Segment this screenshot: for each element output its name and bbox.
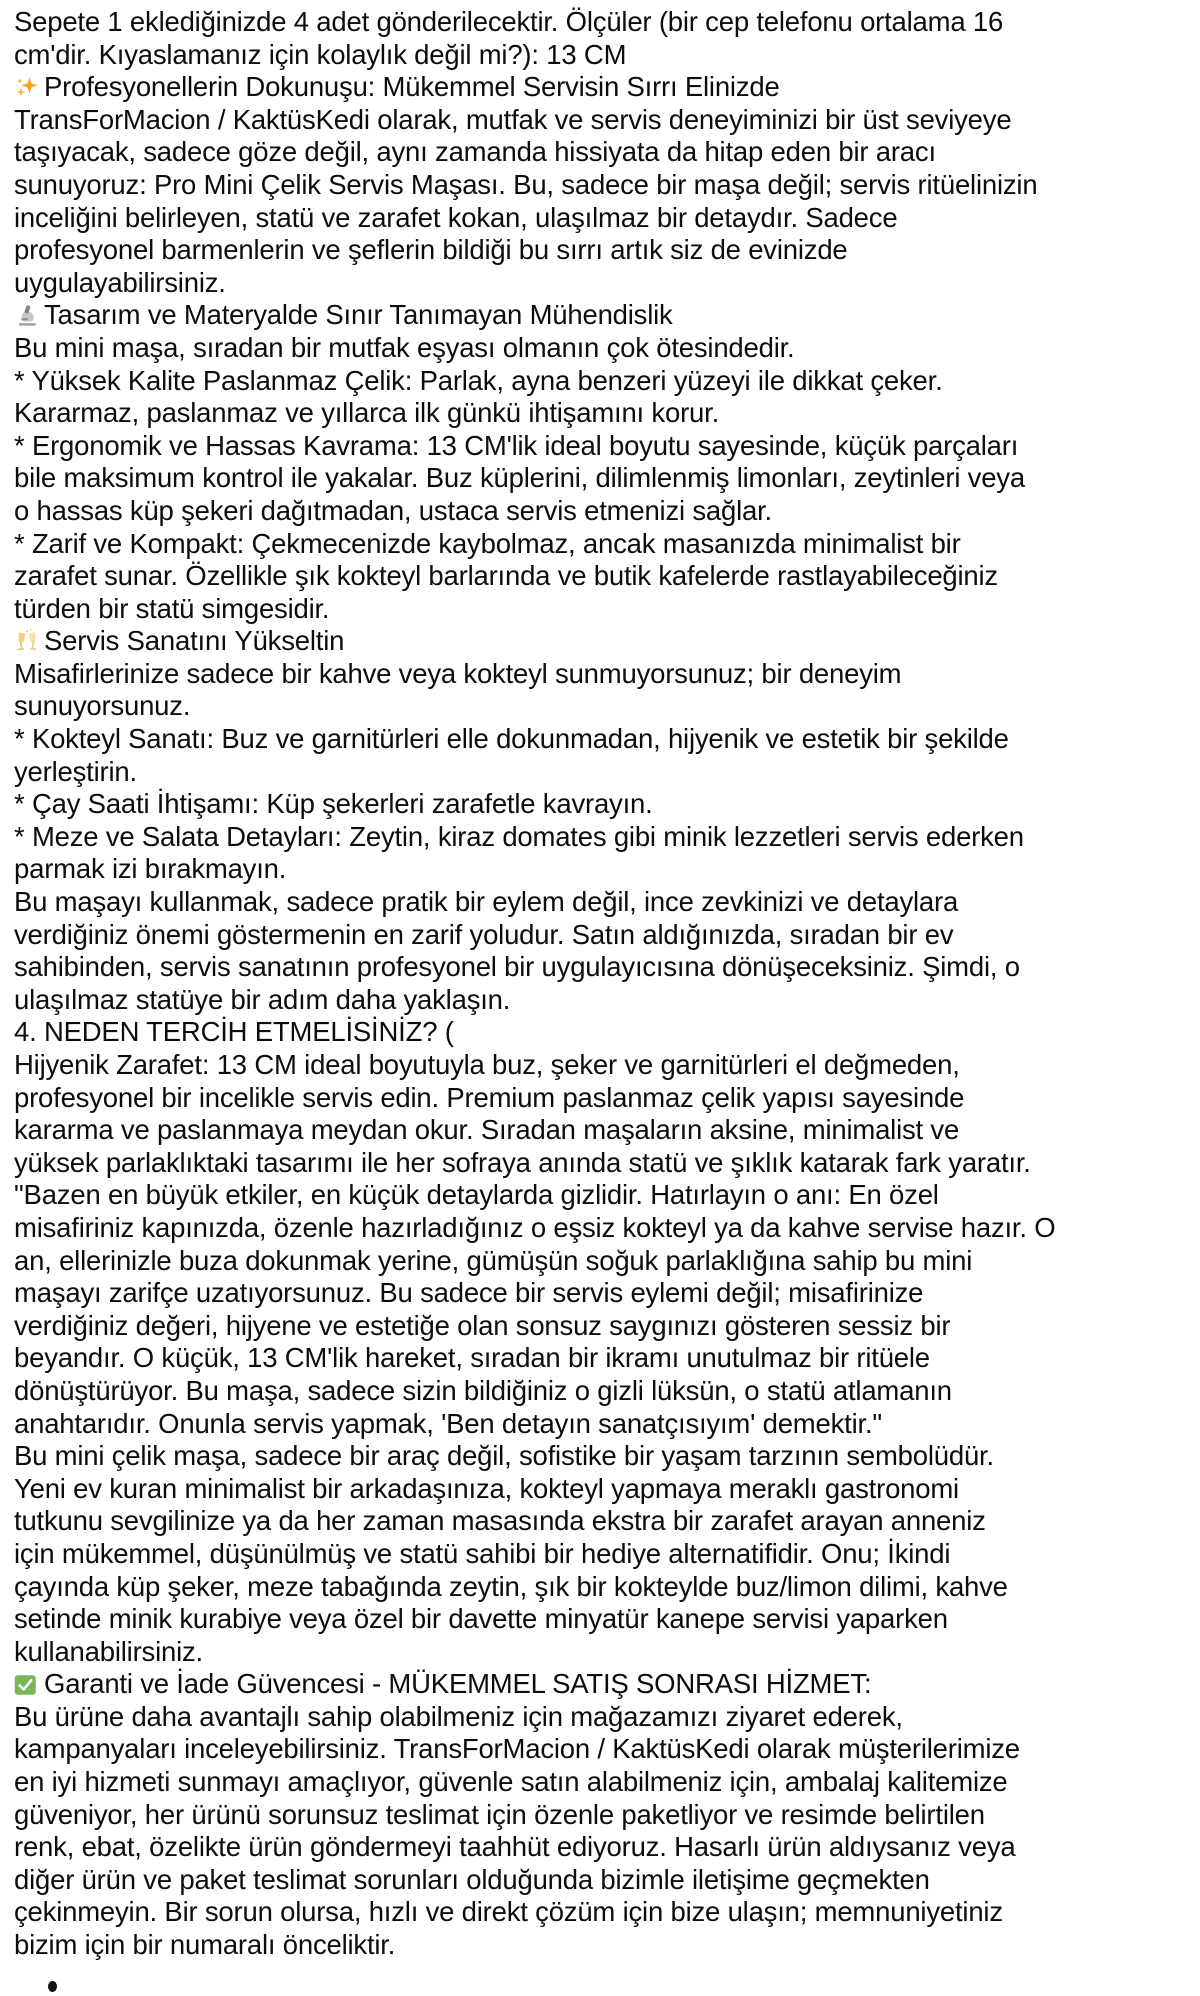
description-line-text: "Bazen en büyük etkiler, en küçük detaylarda gizlidir. Hatırlayın o anı: En özel — [14, 1179, 939, 1211]
description-line — [14, 723, 1200, 756]
description-line — [14, 919, 1200, 952]
description-line-text: renk, ebat, özelikte ürün göndermeyi taahhüt ediyoruz. Hasarlı ürün aldıysanız veya — [14, 1831, 1016, 1863]
description-line — [14, 690, 1200, 723]
description-line — [14, 1668, 1200, 1701]
description-line-text: kampanyaları inceleyebilirsiniz. TransForMacion / KaktüsKedi olarak müşterilerimize — [14, 1733, 1020, 1765]
microscope-icon — [14, 302, 40, 328]
description-line-text: Yeni ev kuran minimalist bir arkadaşınıza, kokteyl yapmaya meraklı gastronomi — [14, 1472, 959, 1504]
description-line — [14, 1603, 1200, 1636]
description-line — [14, 495, 1200, 528]
description-line — [14, 234, 1200, 267]
description-line — [14, 1636, 1200, 1669]
description-line — [14, 1831, 1200, 1864]
description-line-text: dönüştürüyor. Bu maşa, sadece sizin bildiğiniz o gizli lüksün, o statü atlamanın — [14, 1374, 952, 1406]
description-line-text: Sepete 1 eklediğinizde 4 adet gönderilecektir. Ölçüler (bir cep telefonu ortalama 16 — [14, 6, 1004, 37]
description-line — [14, 821, 1200, 854]
description-line — [14, 104, 1200, 137]
description-line-text: * Meze ve Salata Detayları: Zeytin, kiraz domates gibi minik lezzetleri servis ederken — [14, 820, 1024, 852]
description-line — [14, 984, 1200, 1017]
description-line — [14, 593, 1200, 626]
description-line-text: çayında küp şeker, meze tabağında zeytin, şık bir kokteylde buz/limon dilimi, kahve — [14, 1570, 1008, 1602]
description-line-text: * Yüksek Kalite Paslanmaz Çelik: Parlak, ayna benzeri yüzeyi ile dikkat çeker. — [14, 364, 943, 396]
description-line — [14, 1147, 1200, 1180]
description-line — [14, 1342, 1200, 1375]
description-line — [14, 332, 1200, 365]
description-line — [14, 1571, 1200, 1604]
description-line-text: yerleştirin. — [14, 755, 137, 787]
description-line-text: o hassas küp şekeri dağıtmadan, ustaca servis etmenizi sağlar. — [14, 494, 772, 526]
description-line-text: sunuyoruz: Pro Mini Çelik Servis Maşası. Bu, sadece bir maşa değil; servis ritüelinizin — [14, 168, 1038, 200]
description-line — [14, 528, 1200, 561]
description-line-text: an, ellerinizle buza dokunmak yerine, gümüşün soğuk parlaklığına sahip bu mini — [14, 1244, 973, 1276]
description-line — [14, 1408, 1200, 1441]
description-line — [14, 1277, 1200, 1310]
description-line-text: 4. NEDEN TERCİH ETMELİSİNİZ? ( — [14, 1016, 454, 1048]
description-line — [14, 299, 1200, 332]
description-line — [14, 951, 1200, 984]
description-line — [14, 658, 1200, 691]
description-line — [14, 1766, 1200, 1799]
description-line — [14, 1701, 1200, 1734]
description-lines — [14, 6, 1200, 1962]
description-line-text: Servis Sanatını Yükseltin — [44, 625, 345, 657]
description-line-text: Tasarım ve Materyalde Sınır Tanımayan Mühendislik — [44, 299, 673, 331]
description-line-text: türden bir statü simgesidir. — [14, 592, 330, 624]
description-line — [14, 853, 1200, 886]
description-line-text: Misafirlerinize sadece bir kahve veya kokteyl sunmuyorsunuz; bir deneyim — [14, 657, 902, 689]
description-line-text: misafiriniz kapınızda, özenle hazırladığınız o eşsiz kokteyl ya da kahve servise hazır. O — [14, 1211, 1056, 1243]
description-line-text: yüksek parlaklıktaki tasarımı ile her sofraya anında statü ve şıklık katarak fark yaratır. — [14, 1146, 1031, 1178]
description-line — [14, 365, 1200, 398]
description-line — [14, 1929, 1200, 1962]
description-line-text: Kararmaz, paslanmaz ve yıllarca ilk günkü ihtişamını korur. — [14, 397, 720, 429]
description-line-text: Garanti ve İade Güvencesi - MÜKEMMEL SATIŞ SONRASI HİZMET: — [44, 1668, 872, 1700]
description-line — [14, 6, 1200, 39]
description-line — [14, 1049, 1200, 1082]
description-line-text: sahibinden, servis sanatının profesyonel bir uygulayıcısına dönüşeceksiniz. Şimdi, o — [14, 951, 1020, 983]
description-line-text: beyandır. O küçük, 13 CM'lik hareket, sıradan bir ikramı unutulmaz bir ritüele — [14, 1342, 930, 1374]
description-line — [14, 788, 1200, 821]
description-line — [14, 462, 1200, 495]
description-line — [14, 1799, 1200, 1832]
description-line-text: zarafet sunar. Özellikle şık kokteyl barlarında ve butik kafelerde rastlayabileceğiniz — [14, 560, 998, 592]
description-line-text: profesyonel bir incelikle servis edin. Premium paslanmaz çelik yapısı sayesinde — [14, 1081, 965, 1113]
description-line-text: en iyi hizmeti sunmayı amaçlıyor, güvenle satın alabilmeniz için, ambalaj kalitemize — [14, 1766, 1008, 1798]
description-line-text: * Çay Saati İhtişamı: Küp şekerleri zarafetle kavrayın. — [14, 788, 653, 820]
description-line-text: kullanabilirsiniz. — [14, 1635, 203, 1667]
description-line-text: bile maksimum kontrol ile yakalar. Buz küplerini, dilimlenmiş limonları, zeytinleri veya — [14, 462, 1025, 494]
description-line — [14, 1473, 1200, 1506]
description-line-text: sunuyorsunuz. — [14, 690, 191, 722]
description-line — [14, 1114, 1200, 1147]
description-line-text: Profesyonellerin Dokunuşu: Mükemmel Servisin Sırrı Elinizde — [44, 71, 780, 103]
description-line — [14, 71, 1200, 104]
description-line-text: tutkunu sevgilinize ya da her zaman masasında ekstra bir zarafet arayan anneniz — [14, 1505, 986, 1537]
description-line — [14, 1179, 1200, 1212]
description-line — [14, 886, 1200, 919]
description-line-text: inceliğini belirleyen, statü ve zarafet kokan, ulaşılmaz bir detaydır. Sadece — [14, 201, 898, 233]
description-line — [14, 267, 1200, 300]
description-line — [14, 1505, 1200, 1538]
sparkles-icon — [14, 74, 40, 100]
description-line — [14, 136, 1200, 169]
description-line-text: * Kokteyl Sanatı: Buz ve garnitürleri elle dokunmadan, hijyenik ve estetik bir şekilde — [14, 723, 1009, 755]
description-line-text: Bu mini çelik maşa, sadece bir araç değil, sofistike bir yaşam tarzının sembolüdür. — [14, 1440, 994, 1472]
description-line — [14, 169, 1200, 202]
description-line-text: Bu ürüne daha avantajlı sahip olabilmeniz için mağazamızı ziyaret ederek, — [14, 1700, 903, 1732]
description-line-text: Bu maşayı kullanmak, sadece pratik bir eylem değil, ince zevkinizi ve detaylara — [14, 886, 959, 918]
description-line-text: verdiğiniz değeri, hijyene ve estetiğe olan sonsuz saygınızı gösteren sessiz bir — [14, 1309, 951, 1341]
description-line-text: Bu mini maşa, sıradan bir mutfak eşyası olmanın çok ötesindedir. — [14, 331, 795, 363]
description-line-text: TransForMacion / KaktüsKedi olarak, mutfak ve servis deneyiminizi bir üst seviyeye — [14, 103, 1012, 135]
bullet-dot-icon — [48, 1981, 57, 1992]
description-line — [14, 625, 1200, 658]
description-line-text: verdiğiniz önemi göstermenin en zarif yoludur. Satın aldığınızda, sıradan bir ev — [14, 918, 954, 950]
clinking-glasses-icon — [14, 628, 40, 654]
description-line-text: anahtarıdır. Onunla servis yapmak, 'Ben detayın sanatçısıyım' demektir." — [14, 1407, 882, 1439]
description-line-text: * Ergonomik ve Hassas Kavrama: 13 CM'lik ideal boyutu sayesinde, küçük parçaları — [14, 429, 1019, 461]
description-line — [14, 202, 1200, 235]
description-line — [14, 756, 1200, 789]
description-line-text: setinde minik kurabiye veya özel bir davette minyatür kanepe servisi yaparken — [14, 1603, 948, 1635]
description-line — [14, 397, 1200, 430]
description-line — [14, 1082, 1200, 1115]
description-line-text: * Zarif ve Kompakt: Çekmecenizde kaybolmaz, ancak masanızda minimalist bir — [14, 527, 961, 559]
description-line — [14, 1212, 1200, 1245]
description-line-text: cm'dir. Kıyaslamanız için kolaylık değil mi?): 13 CM — [14, 38, 627, 70]
description-line — [14, 1016, 1200, 1049]
description-line-text: çekinmeyin. Bir sorun olursa, hızlı ve direkt çözüm için bize ulaşın; memnuniyetiniz — [14, 1896, 1003, 1928]
description-line — [14, 560, 1200, 593]
description-line — [14, 1864, 1200, 1897]
description-line-text: bizim için bir numaralı önceliktir. — [14, 1929, 396, 1961]
description-line-text: Hijyenik Zarafet: 13 CM ideal boyutuyla buz, şeker ve garnitürleri el değmeden, — [14, 1049, 960, 1080]
description-line — [14, 1310, 1200, 1343]
description-line-text: uygulayabilirsiniz. — [14, 266, 226, 298]
description-line — [14, 1245, 1200, 1278]
description-line — [14, 39, 1200, 72]
description-line — [14, 1896, 1200, 1929]
description-line-text: parmak izi bırakmayın. — [14, 853, 287, 885]
white-check-mark-icon — [14, 1672, 40, 1698]
description-line-text: taşıyacak, sadece göze değil, aynı zamanda hissiyata da hitap eden bir aracı — [14, 136, 936, 168]
description-line — [14, 1375, 1200, 1408]
description-line-text: kararma ve paslanmaya meydan okur. Sıradan maşaların aksine, minimalist ve — [14, 1114, 960, 1146]
description-line-text: diğer ürün ve paket teslimat sorunları olduğunda bizimle iletişime geçmekten — [14, 1863, 930, 1895]
description-line-text: ulaşılmaz statüye bir adım daha yaklaşın. — [14, 983, 511, 1015]
description-line — [14, 1440, 1200, 1473]
description-line-text: maşayı zarifçe uzatıyorsunuz. Bu sadece bir servis eylemi değil; misafirinize — [14, 1277, 924, 1309]
description-line — [14, 1538, 1200, 1571]
description-line-text: profesyonel barmenlerin ve şeflerin bildiği bu sırrı artık siz de evinizde — [14, 234, 848, 266]
description-line — [14, 430, 1200, 463]
list-item — [14, 1978, 1200, 1996]
description-line — [14, 1733, 1200, 1766]
description-line-text: için mükemmel, düşünülmüş ve statü sahibi bir hediye alternatifidir. Onu; İkindi — [14, 1537, 951, 1569]
description-line-text: güveniyor, her ürünü sorunsuz teslimat için özenle paketliyor ve resimde belirtilen — [14, 1798, 985, 1830]
